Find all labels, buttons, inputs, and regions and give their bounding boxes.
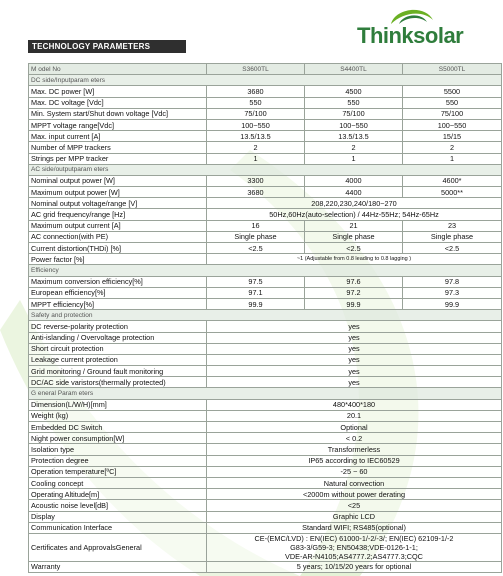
model-name: S5000TL: [403, 64, 502, 75]
param-label: Strings per MPP tracker: [29, 153, 207, 164]
table-row: [29, 522, 502, 533]
param-value: 13.5/13.5: [207, 131, 305, 142]
param-label: Embedded DC Switch: [29, 422, 207, 433]
param-value: 550: [403, 97, 502, 108]
param-value: 97.6: [305, 276, 403, 287]
param-value: 3680: [207, 187, 305, 198]
model-name: S3600TL: [207, 64, 305, 75]
param-label: Cooling concept: [29, 477, 207, 488]
param-value: 1: [305, 153, 403, 164]
param-value: < 0.2: [207, 433, 502, 444]
group-title: Safety and protection: [29, 310, 502, 321]
table-row: [29, 298, 502, 309]
group-header-row: [29, 388, 502, 399]
param-value: 97.3: [403, 287, 502, 298]
table-row: [29, 86, 502, 97]
table-row: [29, 276, 502, 287]
certificate-line: CE-(EMC/LVD) : EN(IEC) 61000-1/-2/-3/; EN(IEC) 62109-1/-2: [254, 533, 454, 543]
table-row: [29, 187, 502, 198]
param-value: 23: [403, 220, 502, 231]
param-label: Anti-islanding / Overvoltage protection: [29, 332, 207, 343]
table-row: [29, 433, 502, 444]
param-label: Grid monitoring / Ground fault monitoring: [29, 366, 207, 377]
param-value: 97.5: [207, 276, 305, 287]
brand-name: Thinksolar: [357, 23, 464, 48]
param-label: DC/AC side varistors(thermally protected): [29, 377, 207, 388]
brand-logo: [357, 4, 497, 48]
table-row: [29, 198, 502, 209]
param-value: 100~550: [305, 119, 403, 130]
param-value: Standard WIFI; RS485(optional): [207, 522, 502, 533]
param-label: Max. DC power [W]: [29, 86, 207, 97]
group-title: AC side/outputparam eters: [29, 164, 502, 175]
table-row: [29, 377, 502, 388]
param-value: 75/100: [403, 108, 502, 119]
table-row: [29, 466, 502, 477]
param-label: Display: [29, 511, 207, 522]
param-label: Operating Altitude[m]: [29, 489, 207, 500]
table-row: [29, 477, 502, 488]
param-label: Short circuit protection: [29, 343, 207, 354]
param-value: 99.9: [305, 298, 403, 309]
group-header-row: [29, 164, 502, 175]
param-label: Maximum conversion efficiency[%]: [29, 276, 207, 287]
table-row: [29, 500, 502, 511]
param-value: 15/15: [403, 131, 502, 142]
param-label: Number of MPP trackers: [29, 142, 207, 153]
param-value: 480*400*180: [207, 399, 502, 410]
param-value: 1: [207, 153, 305, 164]
table-row: [29, 366, 502, 377]
param-value: Single phase: [207, 231, 305, 242]
param-value: <2.5: [403, 243, 502, 254]
param-value: 3300: [207, 175, 305, 186]
param-value: 4500: [305, 86, 403, 97]
param-value: Single phase: [305, 231, 403, 242]
table-row: [29, 142, 502, 153]
table-row: [29, 153, 502, 164]
param-label: AC connection(with PE): [29, 231, 207, 242]
param-value: 100~550: [403, 119, 502, 130]
group-title: G eneral Param eters: [29, 388, 502, 399]
param-label: Power factor [%]: [29, 254, 207, 265]
param-value: 97.2: [305, 287, 403, 298]
param-label: Max. DC voltage [Vdc]: [29, 97, 207, 108]
table-row: [29, 97, 502, 108]
param-label: Warranty: [29, 561, 207, 572]
table-row: [29, 511, 502, 522]
param-value: 16: [207, 220, 305, 231]
param-value: 2: [305, 142, 403, 153]
param-label: Max. input current [A]: [29, 131, 207, 142]
param-value: 4400: [305, 187, 403, 198]
param-label: MPPT efficiency[%]: [29, 298, 207, 309]
technology-parameters-table: [28, 63, 502, 573]
param-value: 97.1: [207, 287, 305, 298]
param-value: <25: [207, 500, 502, 511]
param-value: 100~550: [207, 119, 305, 130]
param-value: Graphic LCD: [207, 511, 502, 522]
param-value: IP65 according to IEC60529: [207, 455, 502, 466]
param-value: 75/100: [207, 108, 305, 119]
param-value: yes: [207, 343, 502, 354]
table-row: [29, 231, 502, 242]
table-row: [29, 444, 502, 455]
param-label: Night power consumption[W]: [29, 433, 207, 444]
param-value: yes: [207, 377, 502, 388]
param-label: Protection degree: [29, 455, 207, 466]
param-value: Optional: [207, 422, 502, 433]
param-value: 550: [207, 97, 305, 108]
param-label: Acoustic noise level[dB]: [29, 500, 207, 511]
param-label: Operation temperature[ºC]: [29, 466, 207, 477]
certificates-value: [207, 533, 502, 561]
param-value: Single phase: [403, 231, 502, 242]
param-value: 50Hz,60Hz(auto-selection) / 44Hz-55Hz; 54Hz-65Hz: [207, 209, 502, 220]
param-value: 208,220,230,240/180~270: [207, 198, 502, 209]
group-title: DC side/Inputparam eters: [29, 75, 502, 86]
param-value: 5000**: [403, 187, 502, 198]
table-row: [29, 108, 502, 119]
param-value: 75/100: [305, 108, 403, 119]
table-row: [29, 399, 502, 410]
param-value: yes: [207, 332, 502, 343]
table-row: [29, 175, 502, 186]
table-row: [29, 243, 502, 254]
param-label: Nominal output voltage/range [V]: [29, 198, 207, 209]
table-row: [29, 422, 502, 433]
param-value: Transformerless: [207, 444, 502, 455]
table-row: [29, 489, 502, 500]
param-value: 99.9: [403, 298, 502, 309]
param-value: 13.5/13.5: [305, 131, 403, 142]
param-value: 97.8: [403, 276, 502, 287]
model-label: M odel No: [29, 64, 207, 75]
param-label: Isolation type: [29, 444, 207, 455]
table-row: [29, 287, 502, 298]
group-title: Efficiency: [29, 265, 502, 276]
param-value: yes: [207, 321, 502, 332]
table-row: [29, 254, 502, 265]
param-value: 20.1: [207, 410, 502, 421]
param-label: Min. System start/Shut down voltage [Vdc]: [29, 108, 207, 119]
table-row: [29, 343, 502, 354]
param-label: Dimension(L/W/H)[mm]: [29, 399, 207, 410]
param-value: 3680: [207, 86, 305, 97]
param-label: Maximum output power [W]: [29, 187, 207, 198]
param-label: Maximum output current [A]: [29, 220, 207, 231]
table-row: [29, 220, 502, 231]
param-label: Certificates and ApprovalsGeneral: [29, 533, 207, 561]
param-value: <2.5: [305, 243, 403, 254]
param-label: Leakage current protection: [29, 354, 207, 365]
section-title: TECHNOLOGY PARAMETERS: [28, 40, 186, 53]
param-value: <2.5: [207, 243, 305, 254]
param-value: 1: [403, 153, 502, 164]
param-label: Nominal output power [W]: [29, 175, 207, 186]
param-value: ~1 (Adjustable from 0.8 leading to 0.8 lagging ): [207, 254, 502, 265]
param-value: 5500: [403, 86, 502, 97]
param-value: 550: [305, 97, 403, 108]
param-value: 4000: [305, 175, 403, 186]
param-label: MPPT voltage range[Vdc]: [29, 119, 207, 130]
param-value: 5 years; 10/15/20 years for optional: [207, 561, 502, 572]
param-value: yes: [207, 366, 502, 377]
table-header-row: [29, 64, 502, 75]
table-row: [29, 119, 502, 130]
param-value: Natural convection: [207, 477, 502, 488]
group-header-row: [29, 75, 502, 86]
param-label: DC reverse-polarity protection: [29, 321, 207, 332]
certificate-line: G83-3/G59-3; EN50438;VDE-0126-1-1;: [290, 542, 418, 552]
table-row: [29, 332, 502, 343]
group-header-row: [29, 265, 502, 276]
param-value: -25 ~ 60: [207, 466, 502, 477]
param-value: 4600*: [403, 175, 502, 186]
param-label: Weight (kg): [29, 410, 207, 421]
table-row: [29, 455, 502, 466]
model-name: S4400TL: [305, 64, 403, 75]
table-row: [29, 533, 502, 561]
table-row: [29, 410, 502, 421]
table-row: [29, 354, 502, 365]
param-value: 2: [207, 142, 305, 153]
param-label: European efficiency[%]: [29, 287, 207, 298]
param-label: Communication Interface: [29, 522, 207, 533]
param-value: <2000m without power derating: [207, 489, 502, 500]
param-value: 99.9: [207, 298, 305, 309]
certificate-line: VDE-AR-N4105;AS4777.2;AS4777.3;CQC: [285, 551, 423, 561]
table-row: [29, 561, 502, 572]
param-label: AC grid frequency/range [Hz]: [29, 209, 207, 220]
param-value: 21: [305, 220, 403, 231]
param-value: yes: [207, 354, 502, 365]
param-label: Current distortion(THDi) [%]: [29, 243, 207, 254]
table-row: [29, 131, 502, 142]
table-row: [29, 209, 502, 220]
param-value: 2: [403, 142, 502, 153]
table-row: [29, 321, 502, 332]
group-header-row: [29, 310, 502, 321]
